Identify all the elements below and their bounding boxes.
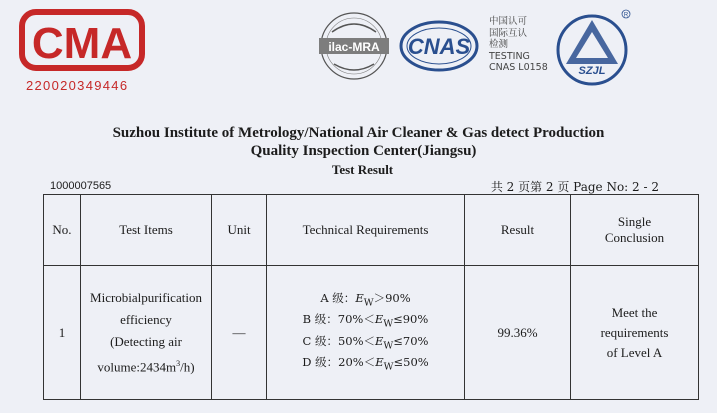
header-test-items: Test Items — [81, 195, 212, 266]
cma-logo-text: CMA — [31, 19, 133, 68]
row-conclusion — [571, 266, 699, 400]
header-technical-requirements: Technical Requirements — [267, 195, 465, 266]
item-line-volume: $volume:2434m^3/h$) — [97, 358, 195, 375]
cnas-logo — [398, 18, 480, 74]
report-number: 1000007565 — [50, 180, 112, 192]
conclusion-line: requirements — [600, 324, 669, 340]
header-result: Result — [465, 195, 571, 266]
cma-certificate-number: 220020349446 — [26, 78, 129, 93]
szjl-logo-text: SZJL — [578, 65, 606, 77]
institute-name — [0, 124, 717, 160]
cnas-line: 中国认可 — [489, 16, 528, 27]
cnas-line: 检测 — [489, 39, 509, 50]
header-unit: Unit — [212, 195, 267, 266]
table-header-row — [44, 195, 699, 266]
conclusion-line: of Level A — [606, 344, 663, 360]
test-results-table — [43, 194, 699, 400]
cnas-line: TESTING — [489, 50, 530, 62]
requirement-level-b: B 级：$70\%<E_W\le 90\%$ — [302, 312, 429, 330]
cnas-line: CNAS L0158 — [489, 62, 548, 73]
requirement-level-d: D 级：$20\%<E_W\le 50\%$ — [302, 354, 429, 373]
institute-line-2: Quality Inspection Center(Jiangsu) — [250, 143, 477, 159]
item-line: (Detecting air — [110, 333, 182, 349]
requirement-level-a: A 级：$E_W>90\%$ — [320, 290, 411, 309]
row-no: 1 — [44, 266, 81, 400]
header-no: No. — [44, 195, 81, 266]
cnas-accreditation-text — [489, 16, 548, 74]
row-unit: — — [212, 266, 267, 400]
svg-text:R: R — [623, 12, 629, 19]
conclusion-line: Meet the — [611, 304, 658, 320]
page-number: 共 2 页第 2 页 Page No: 2 - 2 — [490, 180, 659, 194]
row-test-item — [81, 266, 212, 400]
ilac-mra-logo — [316, 10, 392, 82]
header-conclusion-line: Conclusion — [604, 230, 665, 245]
row-result: 99.36% — [465, 266, 571, 400]
item-line: Microbialpurification — [90, 289, 202, 305]
cnas-line: 国际互认 — [489, 27, 528, 39]
row-technical-requirements — [267, 266, 465, 400]
table-row — [44, 266, 699, 400]
requirement-level-c: C 级：$50\%<E_W\le 70\%$ — [302, 333, 429, 351]
cma-logo — [18, 8, 146, 72]
szjl-logo — [554, 8, 634, 88]
header-conclusion-line: Single — [617, 214, 652, 229]
institute-line-1: Suzhou Institute of Metrology/National Air Cleaner & Gas detect Production — [112, 125, 605, 141]
item-line: efficiency — [120, 311, 172, 327]
cnas-logo-text: CNAS — [407, 34, 471, 59]
document-title: Test Result — [331, 162, 394, 177]
ilac-logo-text: ilac-MRA — [328, 40, 380, 54]
header-single-conclusion — [571, 195, 699, 266]
